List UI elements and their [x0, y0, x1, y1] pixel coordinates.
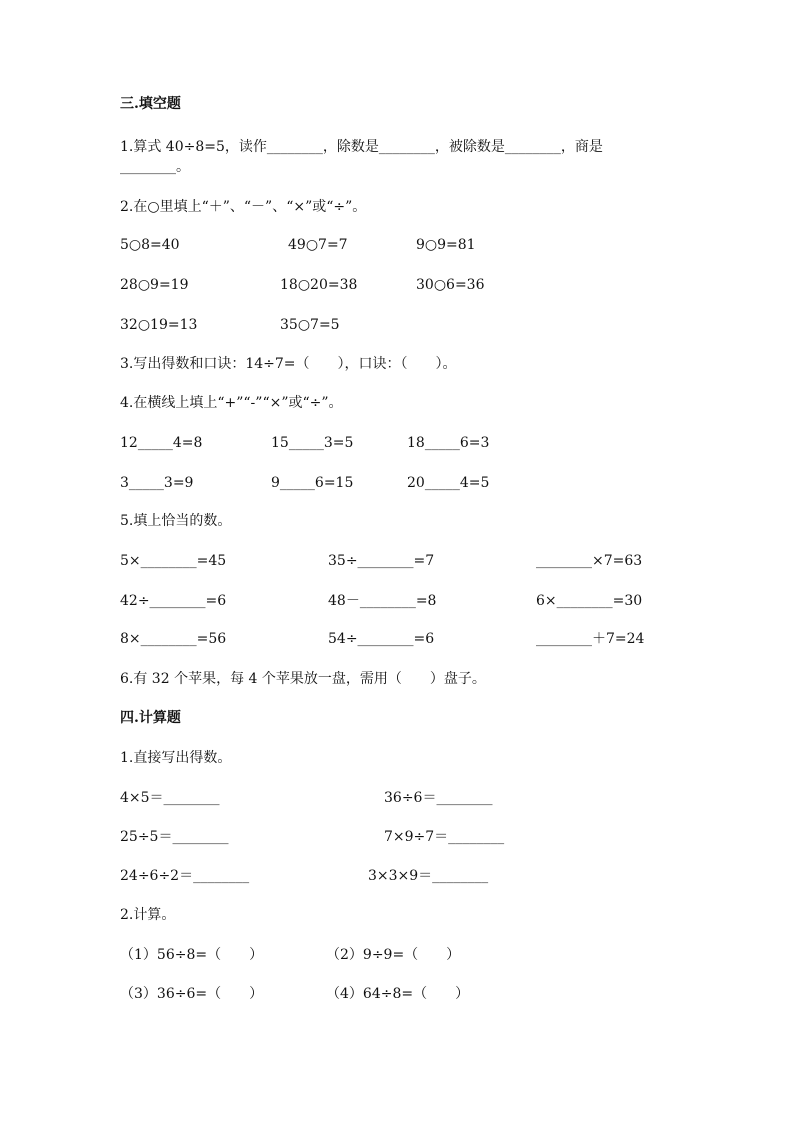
q5-item: 35÷________=7	[328, 553, 435, 569]
q4-item: 18_____6=3	[407, 435, 490, 451]
calc1-item: 4×5＝________	[120, 790, 220, 806]
q4-item: 3_____3=9	[120, 475, 194, 491]
calc2-item: （4）64÷8=（ ）	[326, 986, 470, 1002]
q4-item: 12_____4=8	[120, 435, 203, 451]
q2-item: 5○8=40	[120, 237, 180, 253]
q5-item: 6×________=30	[536, 593, 643, 609]
calc1-item: 3×3×9＝________	[368, 868, 489, 884]
q2-item: 49○7=7	[288, 237, 348, 253]
q5-prompt: 5.填上恰当的数。	[120, 513, 232, 529]
q2-item: 18○20=38	[280, 277, 358, 293]
calc1-item: 7×9÷7＝________	[384, 829, 505, 845]
q6-text: 6.有 32 个苹果，每 4 个苹果放一盘，需用（ ）盘子。	[120, 671, 486, 687]
q2-item: 35○7=5	[280, 317, 340, 333]
calc2-item: （2）9÷9=（ ）	[326, 947, 461, 963]
q2-item: 32○19=13	[120, 317, 198, 333]
q1-text-line2: ________。	[120, 159, 190, 175]
calc1-item: 36÷6＝________	[384, 790, 493, 806]
q5-item: 54÷________=6	[328, 631, 435, 647]
q4-item: 20_____4=5	[407, 475, 490, 491]
q5-item: 5×________=45	[120, 553, 227, 569]
section-4-title: 四.计算题	[120, 710, 181, 726]
calc1-item: 25÷5＝________	[120, 829, 229, 845]
q2-item: 28○9=19	[120, 277, 189, 293]
q4-item: 9_____6=15	[271, 475, 354, 491]
q4-item: 15_____3=5	[271, 435, 354, 451]
q4-prompt: 4.在横线上填上“+”“-”“×”或“÷”。	[120, 395, 343, 411]
calc2-item: （1）56÷8=（ ）	[120, 947, 264, 963]
section-3-title: 三.填空题	[120, 96, 181, 112]
calc2-item: （3）36÷6=（ ）	[120, 986, 264, 1002]
q5-item: 42÷________=6	[120, 593, 227, 609]
q3-text: 3.写出得数和口诀：14÷7=（ ），口诀：（ ）。	[120, 356, 457, 372]
q5-item: 48－________=8	[328, 593, 437, 609]
q2-item: 30○6=36	[416, 277, 485, 293]
calc1-prompt: 1.直接写出得数。	[120, 750, 232, 766]
q1-text-line1: 1.算式 40÷8=5，读作________，除数是________，被除数是________，商是	[120, 139, 603, 155]
q5-item: ________×7=63	[536, 553, 643, 569]
q2-item: 9○9=81	[416, 237, 476, 253]
q5-item: ________＋7=24	[536, 631, 645, 647]
q2-prompt: 2.在○里填上“＋”、“－”、“×”或“÷”。	[120, 199, 367, 215]
calc2-prompt: 2.计算。	[120, 907, 176, 923]
q5-item: 8×________=56	[120, 631, 227, 647]
calc1-item: 24÷6÷2＝________	[120, 868, 250, 884]
